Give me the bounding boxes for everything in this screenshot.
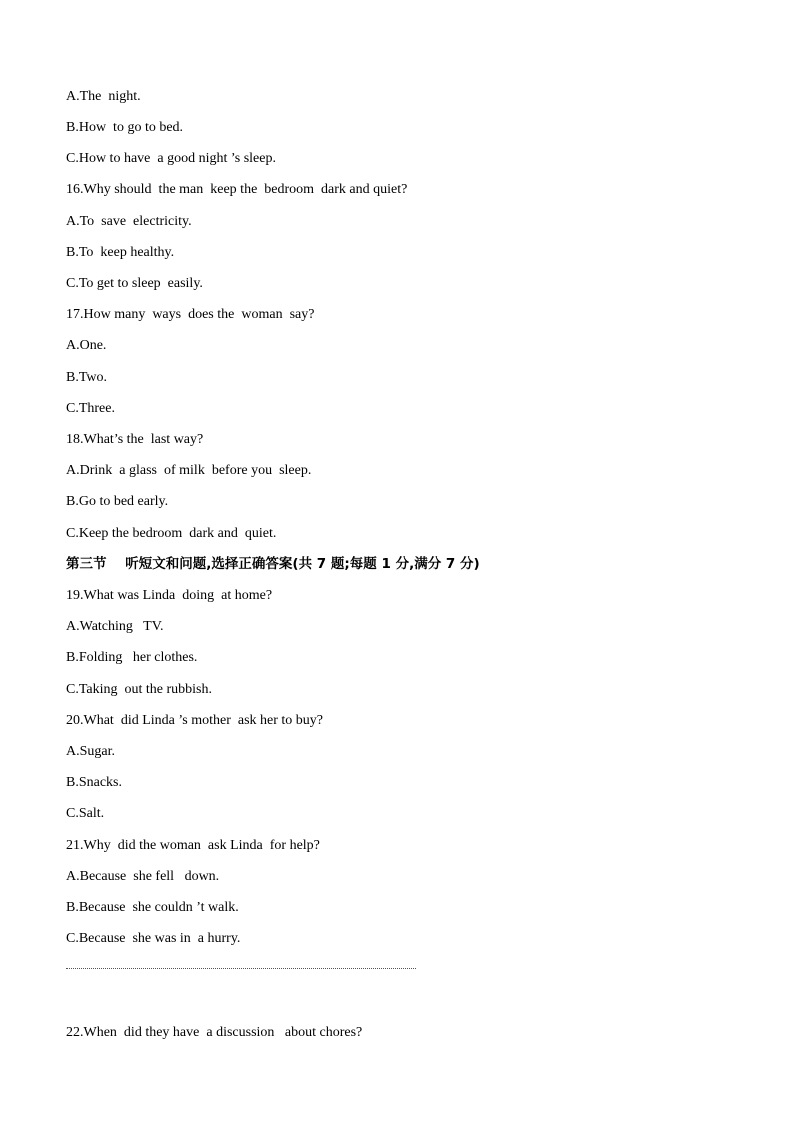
option-line: B.To keep healthy. <box>66 245 175 260</box>
question-line: 21.Why did the woman ask Linda for help? <box>66 838 320 853</box>
option-line: B.Go to bed early. <box>66 494 169 509</box>
option-line: C.Salt. <box>66 806 105 821</box>
option-line: C.Because she was in a hurry. <box>66 931 241 946</box>
option-line: B.How to go to bed. <box>66 120 184 135</box>
option-line: B.Because she couldn ’t walk. <box>66 900 239 915</box>
option-line: B.Snacks. <box>66 775 122 790</box>
option-line: C.How to have a good night ’s sleep. <box>66 151 276 166</box>
option-line: A.Sugar. <box>66 744 115 759</box>
option-line: B.Two. <box>66 370 108 385</box>
option-line: C.Taking out the rubbish. <box>66 682 213 697</box>
option-line: C.Three. <box>66 401 115 416</box>
dotted-divider <box>66 968 416 969</box>
question-line: 17.How many ways does the woman say? <box>66 307 315 322</box>
question-line: 22.When did they have a discussion about chores? <box>66 1025 363 1040</box>
option-line: C.Keep the bedroom dark and quiet. <box>66 526 277 541</box>
question-line: 20.What did Linda ’s mother ask her to buy? <box>66 713 323 728</box>
option-line: A.Drink a glass of milk before you sleep. <box>66 463 312 478</box>
question-line: 16.Why should the man keep the bedroom dark and quiet? <box>66 182 408 197</box>
option-line: A.To save electricity. <box>66 214 192 229</box>
section-heading: 第三节 听短文和问题,选择正确答案(共 7 题;每题 1 分,满分 7 分) <box>66 556 480 572</box>
question-line: 19.What was Linda doing at home? <box>66 588 273 603</box>
option-line: A.The night. <box>66 89 141 104</box>
option-line: B.Folding her clothes. <box>66 650 198 665</box>
option-line: A.Watching TV. <box>66 619 164 634</box>
option-line: C.To get to sleep easily. <box>66 276 203 291</box>
question-line: 18.What’s the last way? <box>66 432 204 447</box>
option-line: A.Because she fell down. <box>66 869 220 884</box>
option-line: A.One. <box>66 338 107 353</box>
